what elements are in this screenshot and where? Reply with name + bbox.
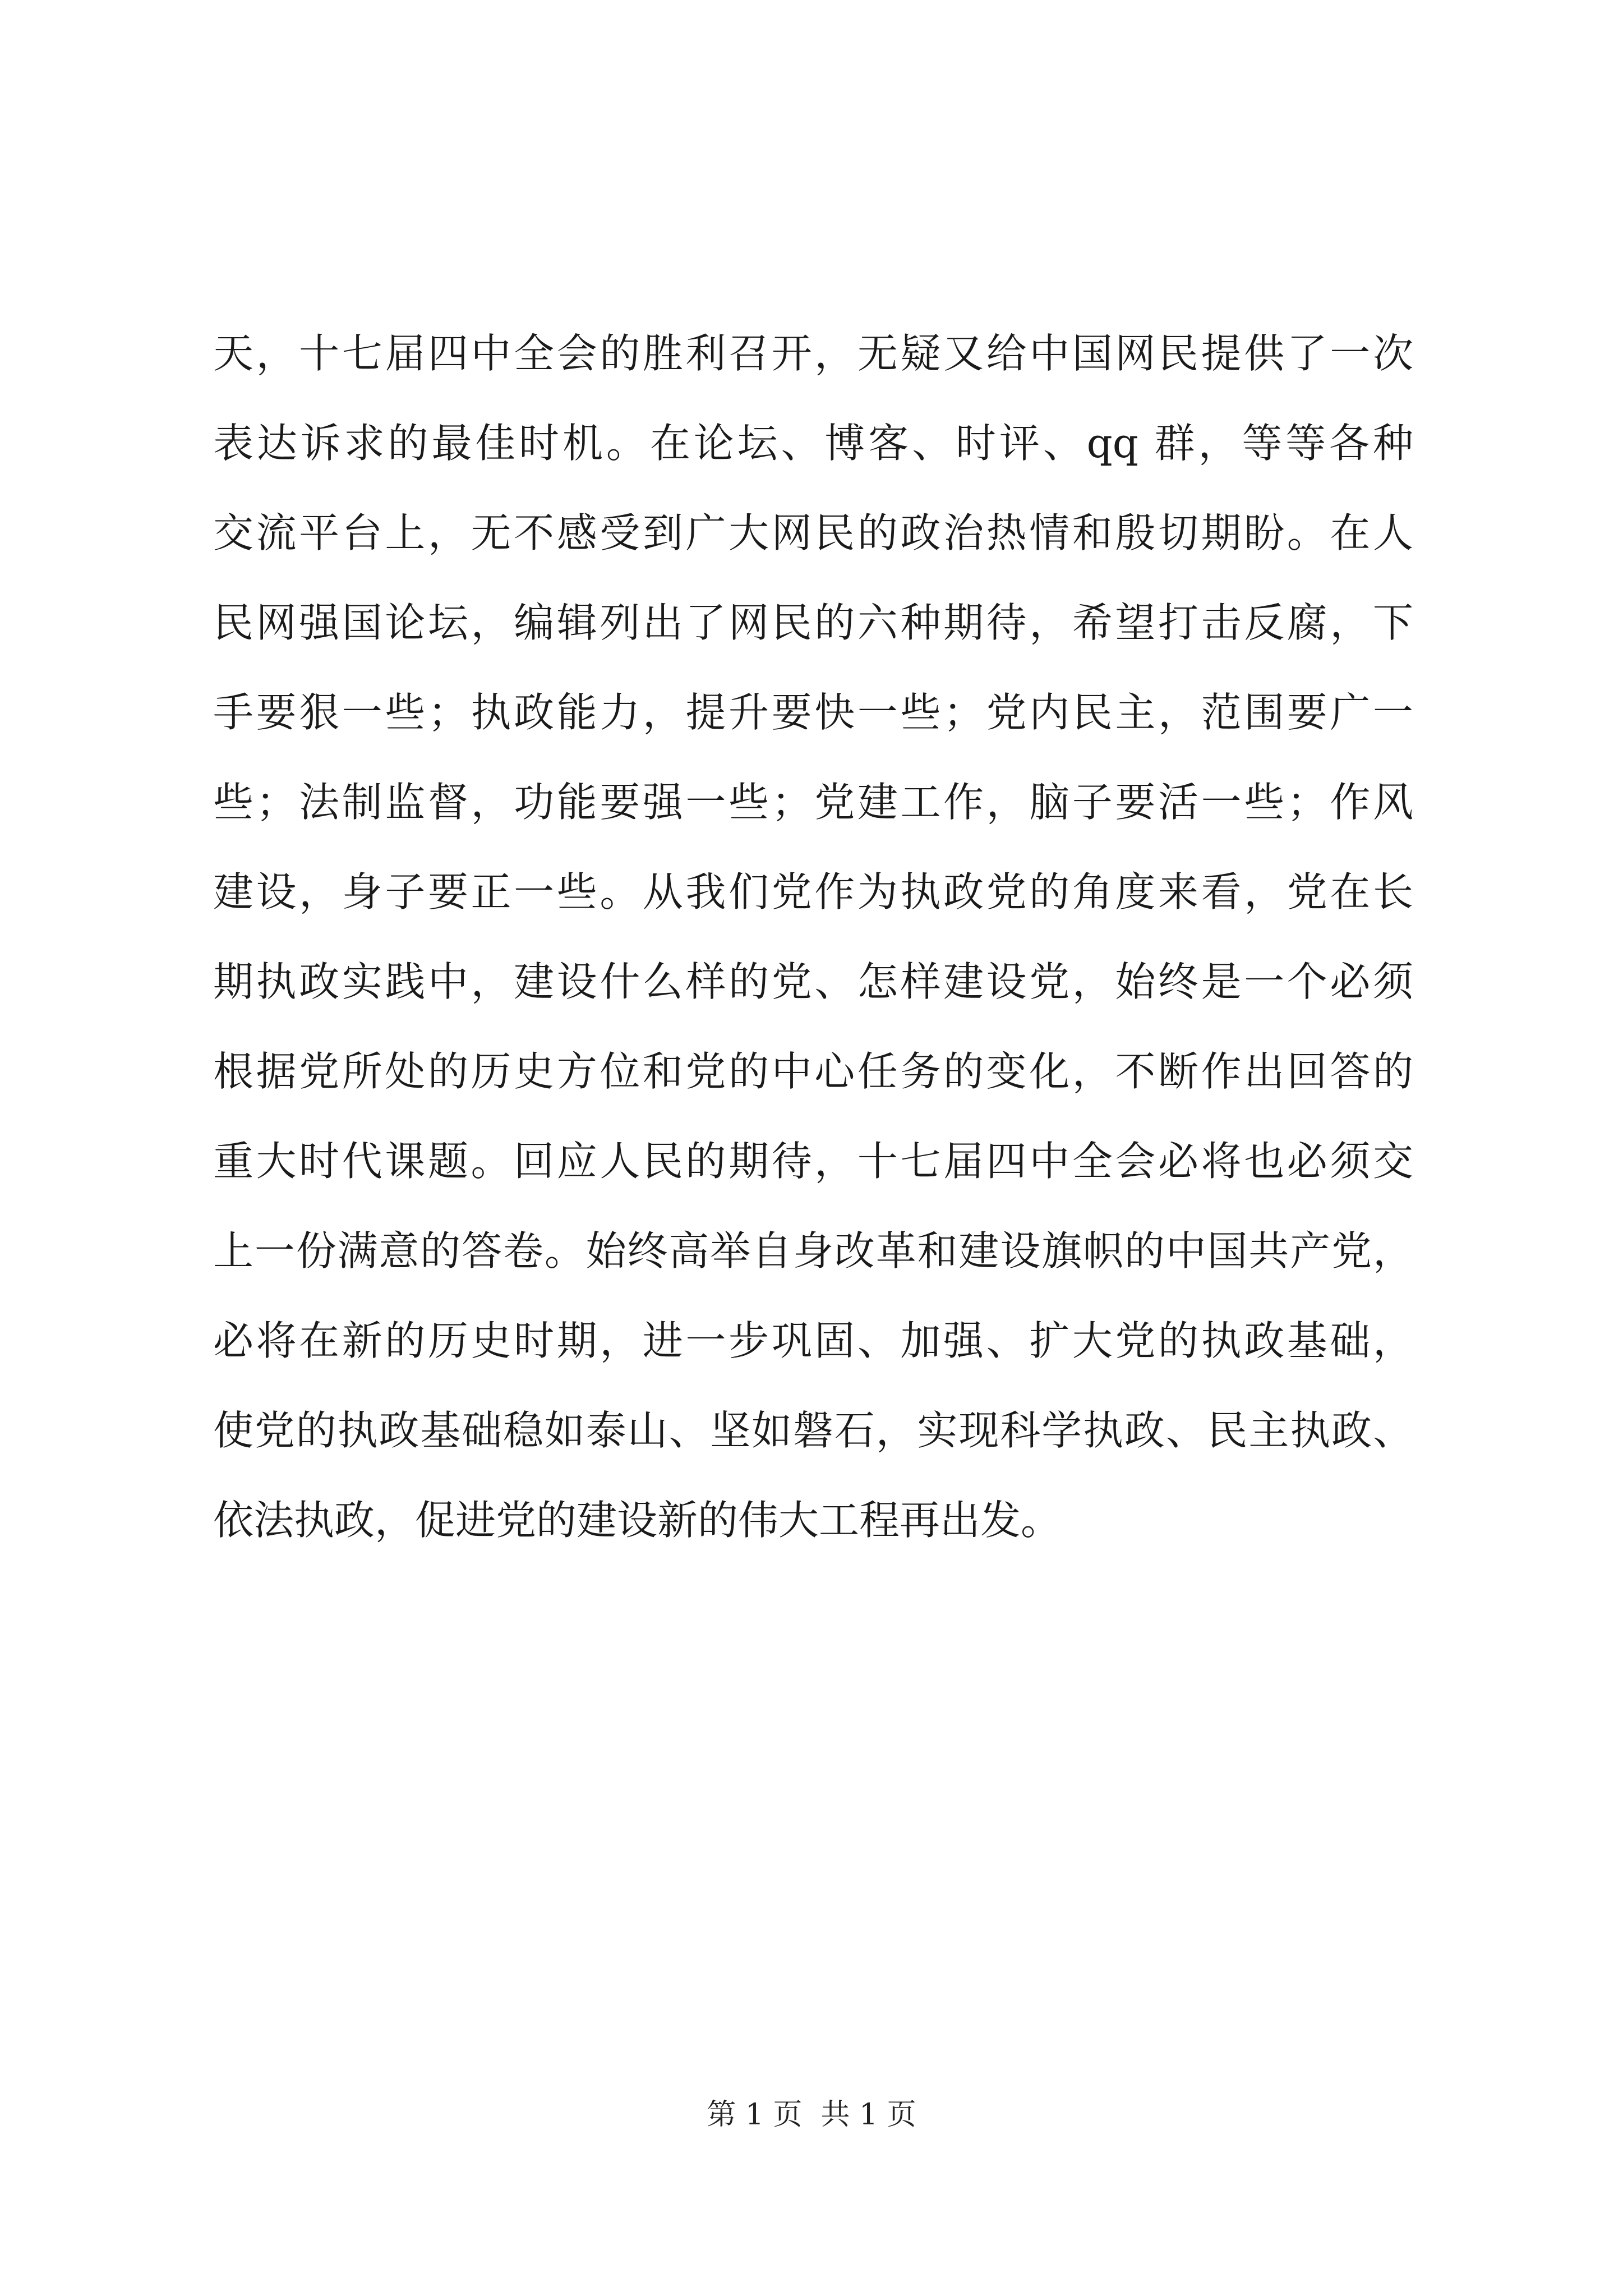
text-line: 建设，身子要正一些。从我们党作为执政党的角度来看，党在长: [213, 868, 1413, 915]
text-line: 手要狠一些；执政能力，提升要快一些；党内民主，范围要广一: [213, 689, 1413, 736]
text-line: 依法执政，促进党的建设新的伟大工程再出发。: [213, 1497, 1062, 1544]
text-line: 重大时代课题。回应人民的期待，十七届四中全会必将也必须交: [213, 1138, 1413, 1185]
text-line: 上一份满意的答卷。始终高举自身改革和建设旗帜的中国共产党，: [213, 1227, 1413, 1274]
text-line: 根据党所处的历史方位和党的中心任务的变化，不断作出回答的: [213, 1048, 1413, 1095]
text-line: 期执政实践中，建设什么样的党、怎样建设党，始终是一个必须: [213, 958, 1413, 1005]
text-line: 天，十七届四中全会的胜利召开，无疑又给中国网民提供了一次: [213, 330, 1413, 377]
page-number-footer: 第 1 页 共 1 页: [707, 2098, 916, 2132]
text-line: 表达诉求的最佳时机。在论坛、博客、时评、qq 群，等等各种: [213, 420, 1413, 467]
text-line: 交流平台上，无不感受到广大网民的政治热情和殷切期盼。在人: [213, 509, 1413, 556]
text-line: 民网强国论坛，编辑列出了网民的六种期待，希望打击反腐，下: [213, 599, 1413, 646]
text-line: 使党的执政基础稳如泰山、坚如磐石，实现科学执政、民主执政、: [213, 1407, 1413, 1454]
body-paragraph: [213, 309, 1413, 1565]
text-line: 些；法制监督，功能要强一些；党建工作，脑子要活一些；作风: [213, 779, 1413, 826]
text-line: 必将在新的历史时期，进一步巩固、加强、扩大党的执政基础，: [213, 1317, 1413, 1364]
